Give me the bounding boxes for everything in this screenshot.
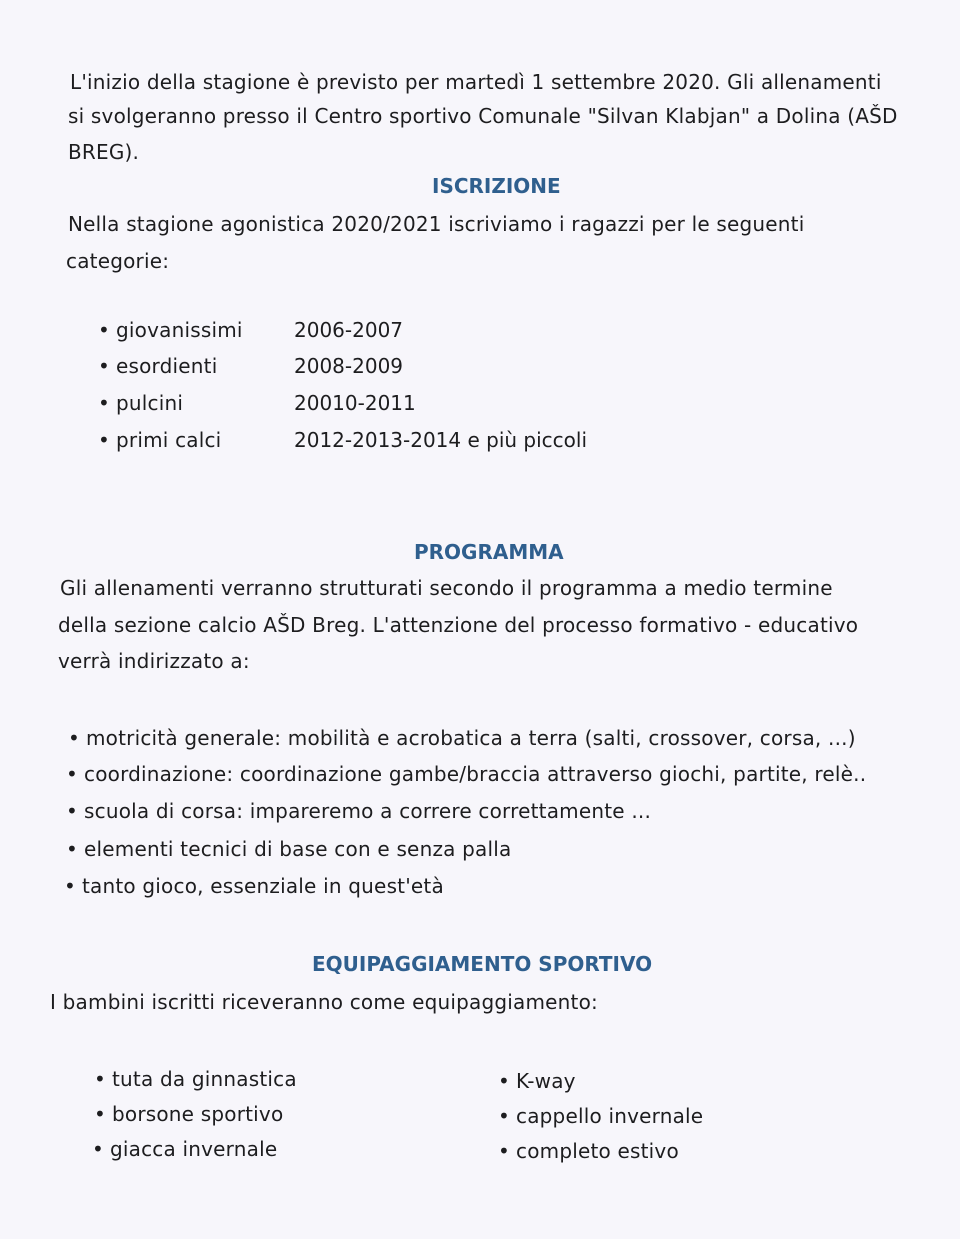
programma-line-2: della sezione calcio AŠD Breg. L'attenzione del processo formativo - educativo [58,613,859,637]
iscrizione-line-1: Nella stagione agonistica 2020/2021 iscriviamo i ragazzi per le seguenti [68,212,805,236]
equipment-item: • completo estivo [498,1139,679,1163]
programma-item: • motricità generale: mobilità e acrobatica a terra (salti, crossover, corsa, ...) [68,726,856,750]
equipaggiamento-intro: I bambini iscritti riceveranno come equipaggiamento: [50,990,598,1014]
programma-item: • coordinazione: coordinazione gambe/braccia attraverso giochi, partite, relè.. [66,762,866,786]
category-name: • primi calci [98,428,221,452]
intro-line-3: BREG). [68,140,140,164]
category-years: 2008-2009 [294,354,404,378]
category-name: • esordienti [98,354,217,378]
category-name: • pulcini [98,391,183,415]
programma-item: • scuola di corsa: impareremo a correre correttamente ... [66,799,651,823]
intro-line-2: si svolgeranno presso il Centro sportivo Comunale "Silvan Klabjan" a Dolina (AŠD [68,104,898,128]
programma-line-3: verrà indirizzato a: [58,649,250,673]
equipment-item: • borsone sportivo [94,1102,283,1126]
category-years: 2012-2013-2014 e più piccoli [294,428,588,452]
programma-line-1: Gli allenamenti verranno strutturati secondo il programma a medio termine [60,576,833,600]
category-years: 2006-2007 [294,318,404,342]
equipment-item: • cappello invernale [498,1104,703,1128]
programma-heading: PROGRAMMA [414,540,564,564]
equipment-item: • giacca invernale [92,1137,277,1161]
category-years: 20010-2011 [294,391,416,415]
equipaggiamento-heading: EQUIPAGGIAMENTO SPORTIVO [312,952,653,976]
programma-item: • tanto gioco, essenziale in quest'età [64,874,444,898]
category-name: • giovanissimi [98,318,243,342]
equipment-item: • K-way [498,1069,576,1093]
programma-item: • elementi tecnici di base con e senza palla [66,837,511,861]
iscrizione-heading: ISCRIZIONE [432,174,561,198]
iscrizione-line-2: categorie: [66,249,170,273]
equipment-item: • tuta da ginnastica [94,1067,297,1091]
intro-line-1: L'inizio della stagione è previsto per martedì 1 settembre 2020. Gli allenamenti [70,70,882,94]
